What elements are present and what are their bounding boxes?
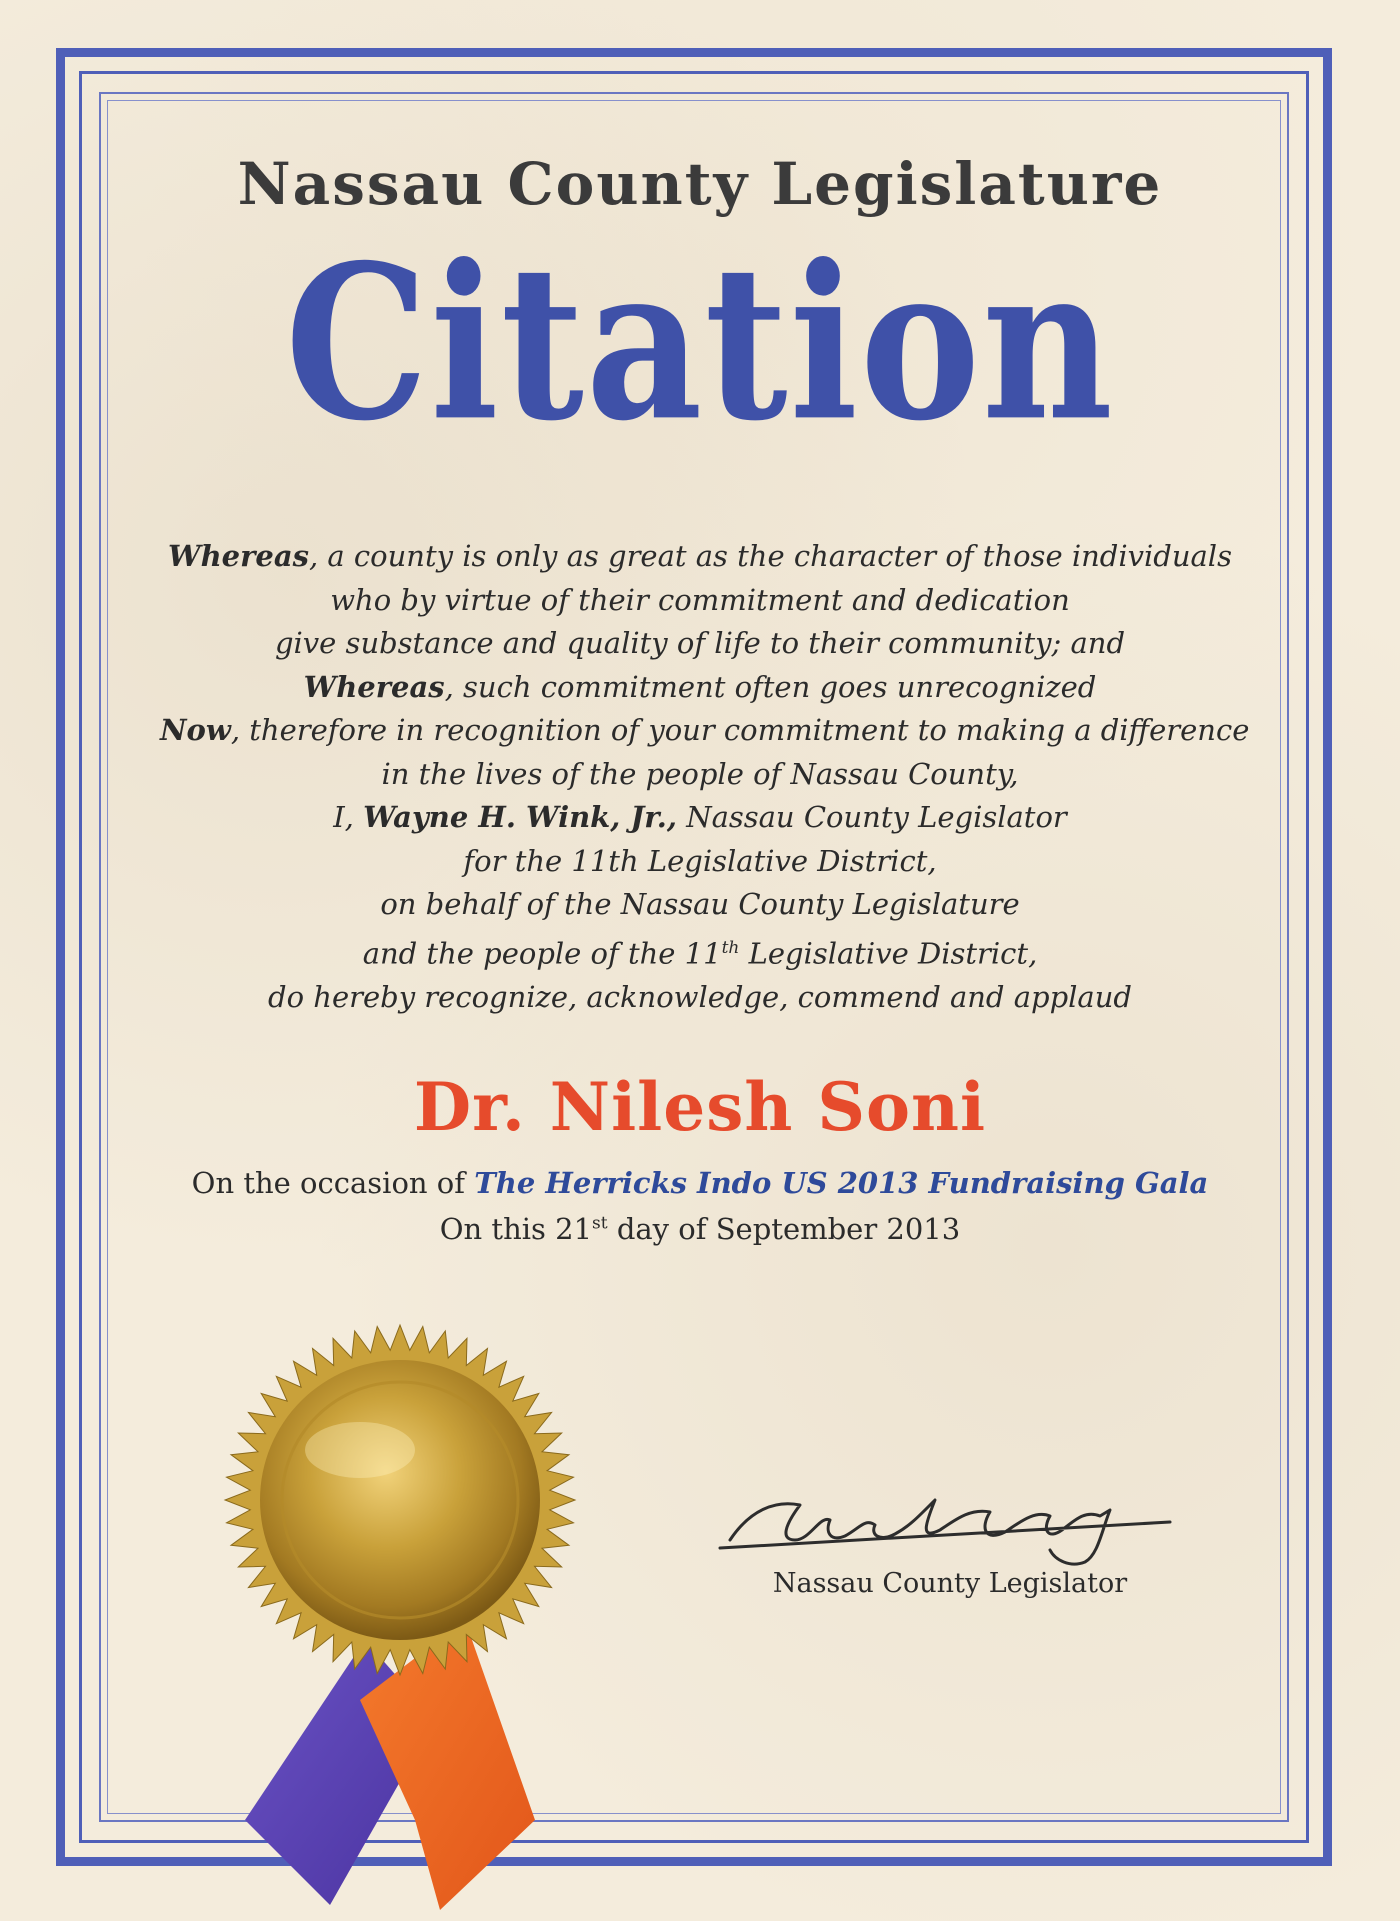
honoree-name: Dr. Nilesh Soni bbox=[413, 1068, 987, 1146]
occasion-prefix: On the occasion of bbox=[191, 1166, 475, 1200]
certificate-title: Citation bbox=[285, 219, 1115, 469]
body-line-8: for the 11th Legislative District, bbox=[463, 843, 937, 878]
body-line-1: Whereas, a county is only as great as the character of those individuals bbox=[168, 539, 1232, 573]
body-line-3: give substance and quality of life to their community; and bbox=[274, 626, 1126, 660]
body-line-11: do hereby recognize, acknowledge, commend and applaud bbox=[268, 979, 1132, 1014]
body-line-7: I, Wayne H. Wink, Jr., Nassau County Legislator bbox=[333, 800, 1067, 834]
event-name: The Herricks Indo US 2013 Fundraising Gala bbox=[474, 1166, 1209, 1200]
signature-image bbox=[690, 1470, 1210, 1570]
citation-body bbox=[160, 535, 1250, 1019]
occasion-line bbox=[0, 1166, 1400, 1200]
body-line-5: Now, therefore in recognition of your commitment to making a difference bbox=[160, 713, 1250, 747]
body-line-2: who by virtue of their commitment and dedication bbox=[330, 582, 1070, 617]
body-line-10: and the people of the 11th Legislative District, bbox=[362, 936, 1038, 971]
certificate-heading: Nassau County Legislature bbox=[237, 150, 1163, 218]
seal-inner bbox=[260, 1360, 540, 1640]
body-line-4: Whereas, such commitment often goes unrecognized bbox=[303, 669, 1097, 704]
body-line-9: on behalf of the Nassau County Legislature bbox=[380, 887, 1020, 921]
signer-title: Nassau County Legislator bbox=[772, 1568, 1128, 1599]
gold-seal-with-ribbons bbox=[190, 1300, 610, 1920]
body-line-6: in the lives of the people of Nassau County, bbox=[381, 756, 1019, 791]
date-line: On this 21st day of September 2013 bbox=[439, 1212, 961, 1246]
